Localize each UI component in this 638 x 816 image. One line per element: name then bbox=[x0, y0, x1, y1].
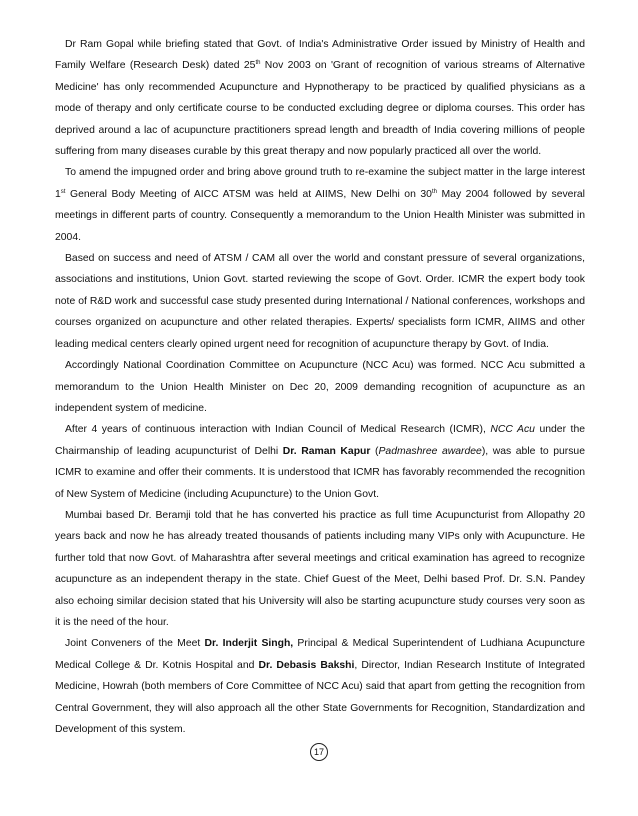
p2-text-b: General Body Meeting of AICC ATSM was held at AIIMS, New Delhi on 30 bbox=[65, 188, 432, 200]
p5-text-a: After 4 years of continuous interaction with Indian Council of Medical Research (ICMR), bbox=[65, 424, 491, 436]
p1-text-a: Dr Ram Gopal while briefing stated that Govt. of India's Administrative Order issued by Ministry of Health and Family Welfare (Research Desk) dated 25 bbox=[55, 39, 585, 72]
p7-bold-2: Dr. Debasis Bakshi bbox=[258, 659, 355, 671]
p1-text-b: Nov 2003 on 'Grant of recognition of various streams of Alternative Medicine' has only recommended Acupuncture and Hypnotherapy to be practiced by qualified physicians as a mode of therapy and only certificate course to be conducted excluding degree or diploma courses. This order has deprived around a lac of acupuncture practitioners spread length and breadth of India covering millions of people suffering from many diseases curable by this great therapy and now popularly practiced all over the world. bbox=[55, 60, 585, 158]
p7-text-b: Principal & Medical Superintendent of Ludhiana Acupuncture Medical College & Dr. Kotnis Hospital and bbox=[55, 638, 585, 671]
paragraph-3: Based on success and need of ATSM / CAM all over the world and constant pressure of several organizations, associations and institutions, Union Govt. started reviewing the scope of Govt. Order. ICMR the expert body took note of R&D work and successful case study presented during International / National conferences, workshops and courses organized on acupuncture and other related therapies. Experts/ specialists form ICMR, AIIMS and other leading medical centers clearly opined urgent need for recognition of acupuncture therapy by Govt. of India. bbox=[55, 253, 585, 350]
p5-italic-award: Padmashree awardee bbox=[378, 445, 482, 457]
p5-bold-name: Dr. Raman Kapur bbox=[282, 445, 371, 457]
p2-superscript-1: st bbox=[60, 188, 66, 195]
paragraph-4: Accordingly National Coordination Committee on Acupuncture (NCC Acu) was formed. NCC Acu submitted a memorandum to the Union Health Minister on Dec 20, 2009 demanding recognition of acupuncture as an independent system of medicine. bbox=[55, 360, 585, 414]
paragraph-7 bbox=[55, 633, 585, 740]
p2-text-a: To amend the impugned order and bring above ground truth to re-examine the subject matter in the large interest 1 bbox=[55, 167, 585, 200]
paragraph-6: Mumbai based Dr. Beramji told that he has converted his practice as full time Acupuncturist from Allopathy 20 years back and now he has already treated thousands of patients including many VIPs only with Acupuncture. He further told that now Govt. of Maharashtra after several meetings and critical examination has agreed to recognize acupuncture as an independent therapy in the state. Chief Guest of the Meet, Delhi based Prof. Dr. S.N. Pandey also echoing similar decision stated that his University will also be starting acupuncture study courses very soon as it is the need of the hour. bbox=[55, 509, 585, 628]
p7-text-a: Joint Conveners of the Meet bbox=[65, 638, 205, 650]
body-text bbox=[55, 34, 585, 740]
paragraph-2 bbox=[55, 162, 585, 248]
p5-text-c: ( bbox=[370, 445, 379, 457]
paragraph-1 bbox=[55, 34, 585, 162]
p5-text-d: ), was able to pursue ICMR to examine and offer their comments. It is understood that ICMR has favorably recommended the recognition of New System of Medicine (including Acupuncture) to the Union Govt. bbox=[55, 445, 585, 500]
page-number: 17 bbox=[310, 743, 328, 761]
p5-text-b: under the Chairmanship of leading acupuncturist of Delhi bbox=[55, 424, 585, 457]
p7-text-c: , Director, Indian Research Institute of Integrated Medicine, Howrah (both members of Core Committee of NCC Acu) said that apart from getting the recognition from Central Government, they will also approach all the other State Governments for Recognition, Standardization and Development of this system. bbox=[55, 659, 585, 735]
p5-ncc-italic: NCC Acu bbox=[490, 424, 535, 436]
p2-text-c: May 2004 followed by several meetings in different parts of country. Consequently a memorandum to the Union Health Minister was submitted in 2004. bbox=[55, 188, 585, 243]
p7-bold-1: Dr. Inderjit Singh, bbox=[204, 638, 294, 650]
p2-superscript-2: th bbox=[431, 188, 437, 195]
p1-superscript: th bbox=[255, 60, 261, 67]
paragraph-5 bbox=[55, 419, 585, 505]
